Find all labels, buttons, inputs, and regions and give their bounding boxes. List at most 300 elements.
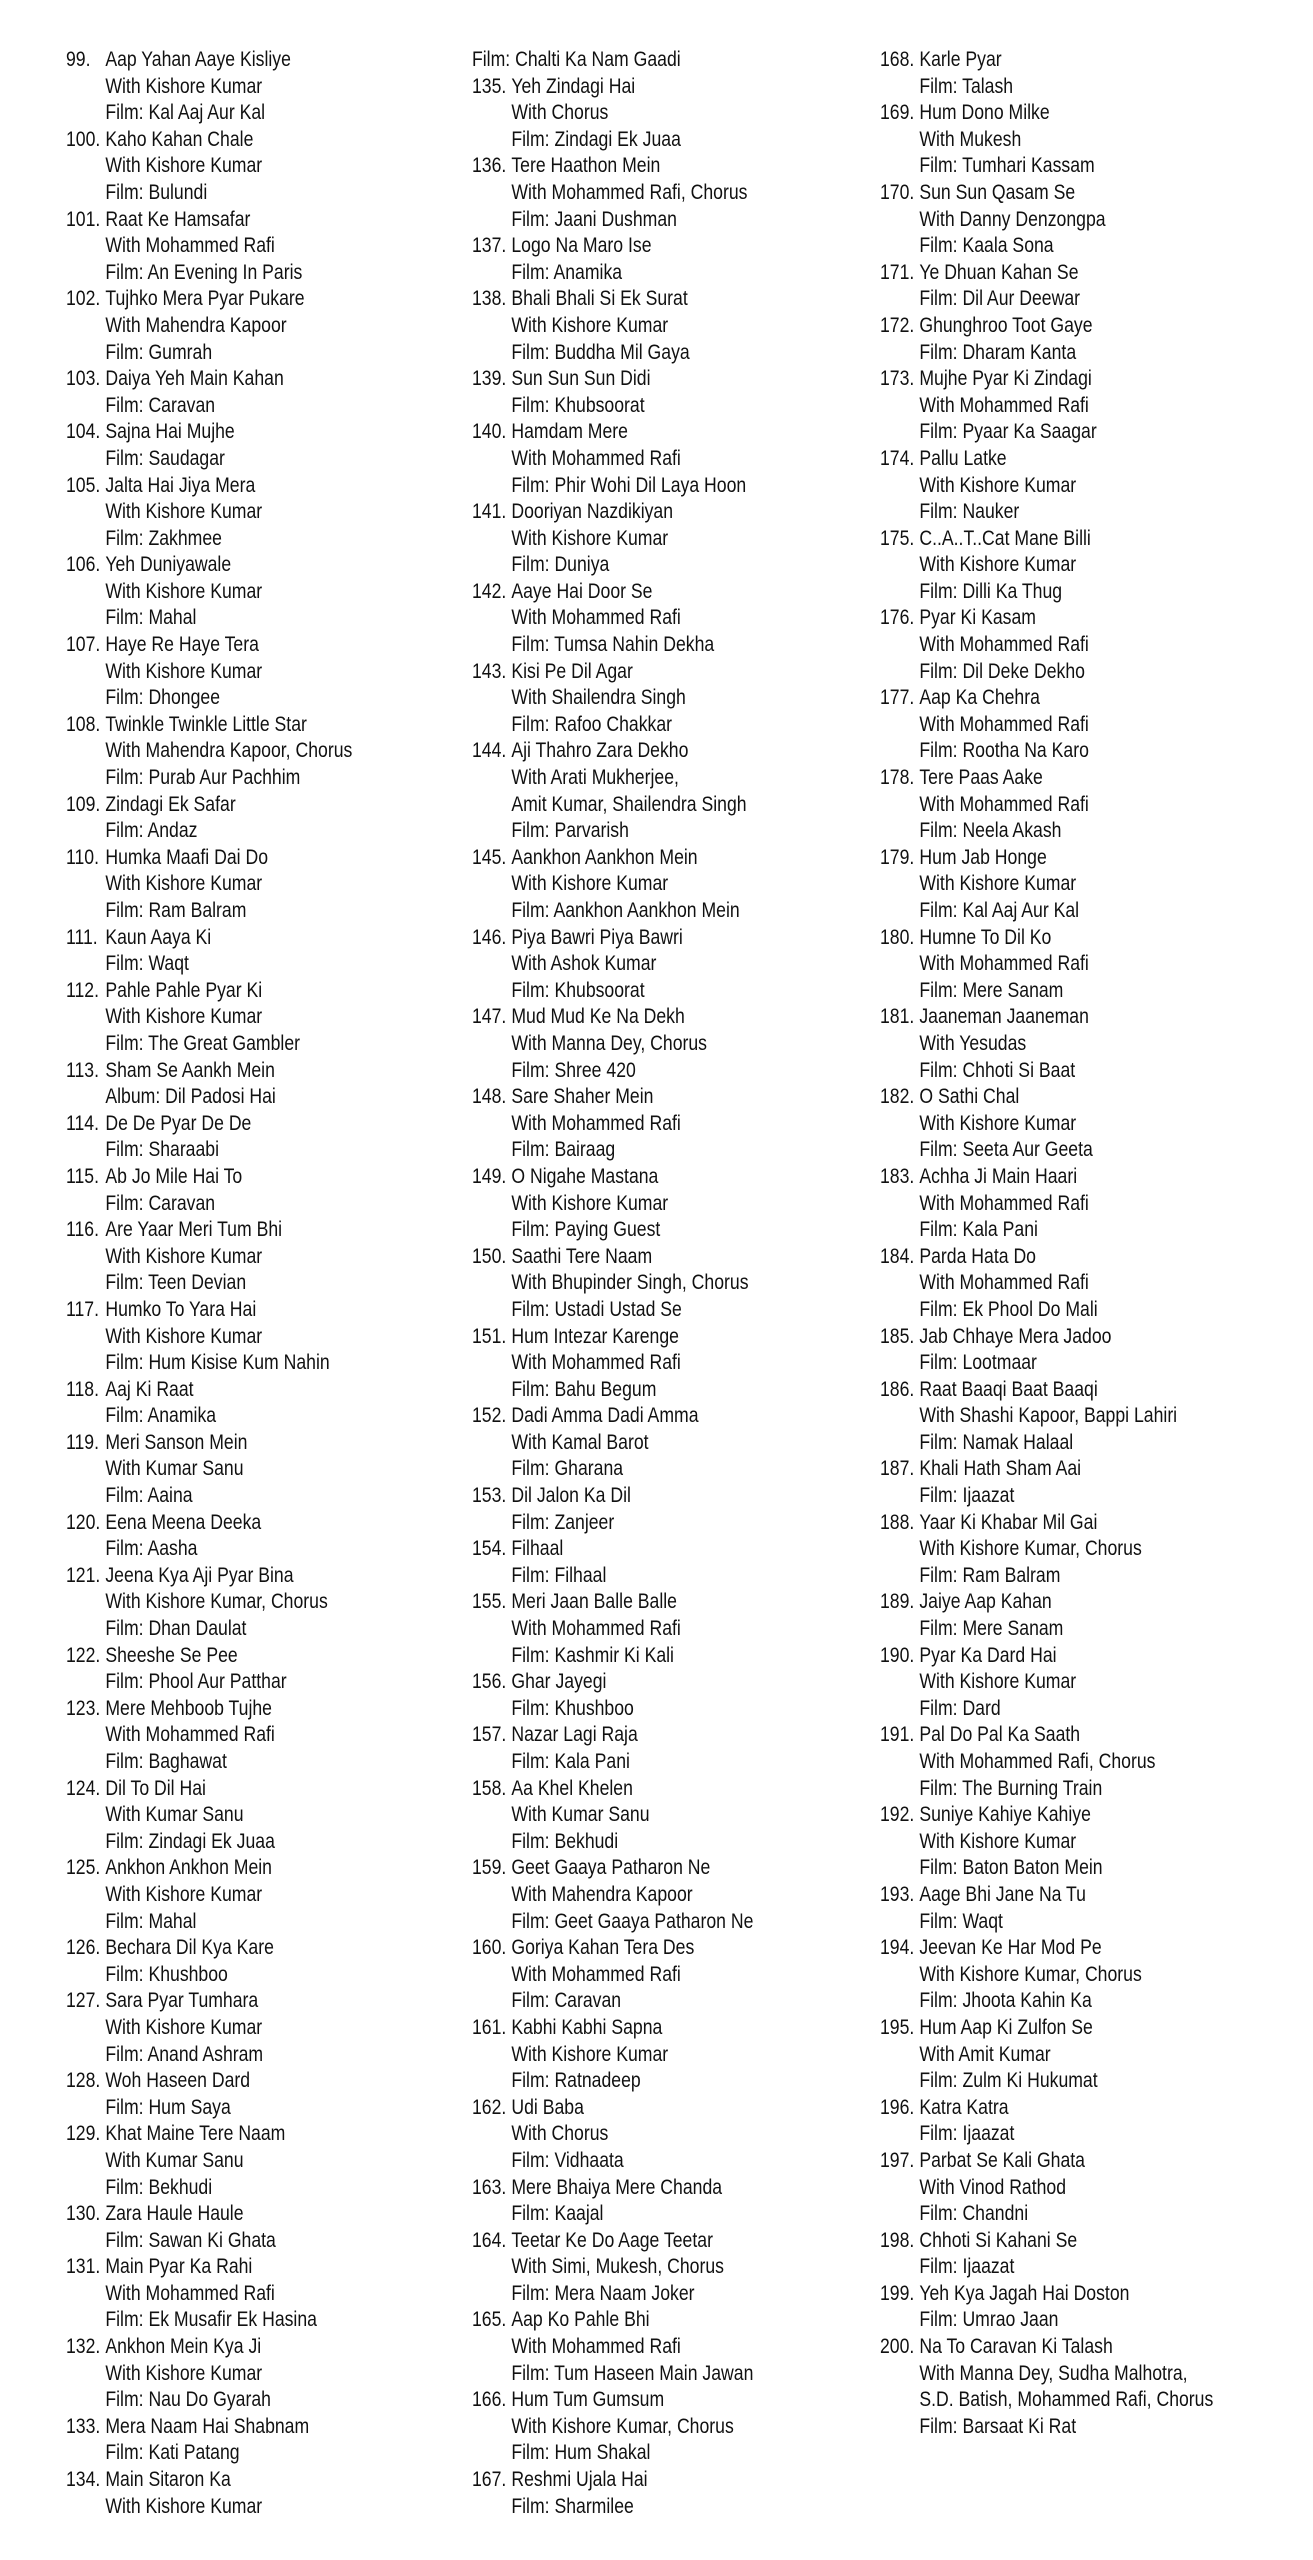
song-number: 128. xyxy=(66,2068,101,2093)
credit-line: S.D. Batish, Mohammed Rafi, Chorus xyxy=(919,2387,1214,2412)
song-entry xyxy=(472,152,753,232)
song-entry xyxy=(66,1429,352,1509)
song-title: Hum Dono Milke xyxy=(919,100,1050,125)
film-name: Film: Anamika xyxy=(105,1403,217,1428)
song-number: 129. xyxy=(66,2121,101,2146)
song-title: Dadi Amma Dadi Amma xyxy=(511,1403,699,1428)
song-number: 179. xyxy=(880,844,915,869)
song-number: 99. xyxy=(66,47,91,71)
film-name: Film: Andaz xyxy=(105,818,198,843)
song-title: Yaar Ki Khabar Mil Gai xyxy=(919,1509,1098,1534)
song-title: Ankhon Mein Kya Ji xyxy=(105,2334,262,2359)
song-entry xyxy=(880,2333,1213,2439)
song-title: Pyar Ki Kasam xyxy=(919,605,1036,630)
song-number: 115. xyxy=(66,1163,100,1188)
song-number: 165. xyxy=(472,2307,507,2332)
song-number: 192. xyxy=(880,1802,915,1827)
song-title: Sham Se Aankh Mein xyxy=(105,1057,275,1082)
film-name: Film: Dhongee xyxy=(105,685,221,710)
song-title: Aa Khel Khelen xyxy=(511,1775,633,1800)
co-singers: With Kishore Kumar xyxy=(511,2041,669,2066)
song-title: Humne To Dil Ko xyxy=(919,924,1052,949)
song-title: Tere Haathon Mein xyxy=(511,153,661,178)
song-title: Dil To Dil Hai xyxy=(105,1775,206,1800)
song-number: 174. xyxy=(880,445,915,470)
co-singers: With Danny Denzongpa xyxy=(919,206,1106,231)
film-name: Film: Talash xyxy=(919,73,1014,98)
song-entry xyxy=(880,2094,1213,2147)
song-number: 144. xyxy=(472,738,507,763)
film-name: Film: Umrao Jaan xyxy=(919,2307,1059,2332)
song-number: 181. xyxy=(880,1004,915,1029)
song-title: Tere Paas Aake xyxy=(919,765,1043,790)
song-entry xyxy=(472,658,753,738)
song-entry xyxy=(66,791,352,844)
song-title: Raat Baaqi Baat Baaqi xyxy=(919,1376,1098,1401)
song-title: Mere Mehboob Tujhe xyxy=(105,1695,272,1720)
co-singers: With Kishore Kumar xyxy=(105,73,263,98)
film-name: Film: Mere Sanam xyxy=(919,1616,1064,1641)
film-name: Film: Seeta Aur Geeta xyxy=(919,1137,1093,1162)
song-number: 135. xyxy=(472,73,507,98)
co-singers: With Mohammed Rafi xyxy=(919,711,1089,736)
song-title: Sajna Hai Mujhe xyxy=(105,419,235,444)
film-name: Film: Rootha Na Karo xyxy=(919,738,1089,763)
co-singers: With Amit Kumar xyxy=(919,2041,1051,2066)
song-number: 171. xyxy=(880,259,915,284)
song-title: Piya Bawri Piya Bawri xyxy=(511,924,683,949)
film-name: Film: Ram Balram xyxy=(105,898,247,922)
column-1 xyxy=(66,46,352,2519)
song-title: Meri Jaan Balle Balle xyxy=(511,1589,677,1614)
song-number: 140. xyxy=(472,419,507,444)
co-singers: With Mohammed Rafi xyxy=(919,1270,1089,1295)
song-number: 178. xyxy=(880,765,915,790)
film-name: Film: Purab Aur Pachhim xyxy=(105,765,301,790)
co-singers: With Chorus xyxy=(511,100,609,125)
song-number: 103. xyxy=(66,366,101,391)
song-number: 122. xyxy=(66,1642,101,1667)
song-number: 186. xyxy=(880,1376,915,1401)
song-entry xyxy=(880,1323,1213,1376)
song-entry xyxy=(880,1801,1213,1881)
co-singers: With Kishore Kumar xyxy=(105,2360,263,2385)
co-singers: With Kishore Kumar, Chorus xyxy=(105,1589,328,1614)
song-title: Jeevan Ke Har Mod Pe xyxy=(919,1935,1102,1960)
song-title: Aap Ka Chehra xyxy=(919,685,1040,710)
song-entry xyxy=(66,2466,352,2519)
song-entry xyxy=(880,445,1213,525)
song-entry xyxy=(880,1934,1213,2014)
song-entry xyxy=(472,1934,753,2014)
song-entry xyxy=(880,1881,1213,1934)
film-name: Film: Chandni xyxy=(919,2201,1029,2226)
film-name: Film: Kala Pani xyxy=(511,1749,630,1773)
film-name: Film: Kaala Sona xyxy=(919,233,1054,258)
film-name: Film: Khubsoorat xyxy=(511,977,645,1002)
song-number: 156. xyxy=(472,1669,507,1694)
song-number: 138. xyxy=(472,286,507,311)
song-number: 190. xyxy=(880,1642,915,1667)
song-entry xyxy=(66,1695,352,1775)
song-entry xyxy=(66,472,352,552)
song-entry xyxy=(880,1083,1213,1163)
film-name: Film: Zindagi Ek Juaa xyxy=(105,1828,275,1853)
film-name: Film: Sharmilee xyxy=(511,2493,634,2518)
song-entry xyxy=(880,1455,1213,1508)
song-number: 159. xyxy=(472,1855,507,1880)
song-number: 150. xyxy=(472,1243,507,1268)
film-name: Film: Phool Aur Patthar xyxy=(105,1669,287,1694)
film-name: Film: Kaajal xyxy=(511,2201,604,2226)
song-number: 130. xyxy=(66,2201,101,2226)
song-entry xyxy=(66,285,352,365)
co-singers: With Kishore Kumar xyxy=(105,1243,263,1268)
song-entry xyxy=(880,1721,1213,1801)
song-entry xyxy=(880,844,1213,924)
film-name: Film: Dil Deke Dekho xyxy=(919,658,1085,683)
co-singers: With Mahendra Kapoor xyxy=(105,312,287,337)
film-name: Film: Ustadi Ustad Se xyxy=(511,1296,682,1321)
song-title: Nazar Lagi Raja xyxy=(511,1722,638,1747)
song-entry xyxy=(66,2120,352,2200)
co-singers: With Mohammed Rafi xyxy=(105,233,275,258)
song-entry xyxy=(880,259,1213,312)
song-entry xyxy=(880,764,1213,844)
co-singers: With Mohammed Rafi xyxy=(511,1110,681,1135)
co-singers: With Ashok Kumar xyxy=(511,951,657,976)
song-number: 153. xyxy=(472,1483,507,1508)
song-number: 198. xyxy=(880,2227,915,2252)
co-singers: With Kishore Kumar xyxy=(105,499,263,524)
song-number: 176. xyxy=(880,605,915,630)
song-entry xyxy=(66,1854,352,1934)
song-entry xyxy=(472,1588,753,1668)
song-entry xyxy=(880,1642,1213,1722)
film-name: Film: Hum Kisise Kum Nahin xyxy=(105,1350,330,1375)
song-number: 142. xyxy=(472,578,507,603)
song-title: Pallu Latke xyxy=(919,445,1007,470)
song-number: 180. xyxy=(880,924,915,949)
song-number: 169. xyxy=(880,100,915,125)
song-number: 163. xyxy=(472,2174,507,2199)
co-singers: With Mohammed Rafi xyxy=(511,1350,681,1375)
film-name: Film: Bekhudi xyxy=(105,2174,213,2199)
film-name: Film: An Evening In Paris xyxy=(105,259,303,284)
song-title: Mujhe Pyar Ki Zindagi xyxy=(919,366,1092,391)
co-singers: With Kishore Kumar xyxy=(919,1828,1077,1853)
song-title: Sheeshe Se Pee xyxy=(105,1642,238,1667)
song-number: 189. xyxy=(880,1589,915,1614)
co-singers: With Manna Dey, Sudha Malhotra, xyxy=(919,2360,1188,2385)
song-entry xyxy=(66,1562,352,1642)
song-title: Na To Caravan Ki Talash xyxy=(919,2334,1113,2359)
song-number: 117. xyxy=(66,1296,100,1321)
co-singers: With Kishore Kumar, Chorus xyxy=(511,2413,734,2438)
song-title: Chhoti Si Kahani Se xyxy=(919,2227,1078,2252)
song-entry xyxy=(880,2014,1213,2094)
song-title: Ab Jo Mile Hai To xyxy=(105,1163,243,1188)
song-title: Aap Ko Pahle Bhi xyxy=(511,2307,650,2332)
film-name: Film: Ijaazat xyxy=(919,1483,1015,1508)
film-name: Film: Mahal xyxy=(105,1908,197,1933)
song-entry xyxy=(66,2253,352,2333)
song-entry xyxy=(472,285,753,365)
song-number: 173. xyxy=(880,366,915,391)
film-name: Film: Gumrah xyxy=(105,339,213,364)
song-number: 148. xyxy=(472,1084,507,1109)
song-title: C..A..T..Cat Mane Billi xyxy=(919,525,1091,550)
continued-line: Film: Chalti Ka Nam Gaadi xyxy=(472,47,681,71)
song-title: Haye Re Haye Tera xyxy=(105,632,259,657)
song-title: Achha Ji Main Haari xyxy=(919,1163,1078,1188)
film-name: Film: Baton Baton Mein xyxy=(919,1855,1103,1880)
song-number: 170. xyxy=(880,179,915,204)
song-entry xyxy=(880,1376,1213,1456)
song-title: Hamdam Mere xyxy=(511,419,628,444)
song-number: 101. xyxy=(66,206,101,231)
song-title: Saathi Tere Naam xyxy=(511,1243,653,1268)
song-entry xyxy=(66,711,352,791)
song-title: Logo Na Maro Ise xyxy=(511,233,652,258)
song-number: 167. xyxy=(472,2467,507,2492)
film-name: Film: Nau Do Gyarah xyxy=(105,2387,271,2412)
column-3 xyxy=(880,46,1213,2439)
song-number: 162. xyxy=(472,2094,507,2119)
song-title: Parda Hata Do xyxy=(919,1243,1036,1268)
song-number: 151. xyxy=(472,1323,507,1348)
song-title: Geet Gaaya Patharon Ne xyxy=(511,1855,711,1880)
song-title: Goriya Kahan Tera Des xyxy=(511,1935,695,1960)
film-name: Film: Namak Halaal xyxy=(919,1429,1074,1454)
song-number: 118. xyxy=(66,1376,100,1401)
song-number: 154. xyxy=(472,1536,507,1561)
song-entry xyxy=(66,631,352,711)
film-name: Film: Filhaal xyxy=(511,1562,607,1587)
song-title: Hum Intezar Karenge xyxy=(511,1323,679,1348)
song-number: 107. xyxy=(66,632,101,657)
film-name: Film: Pyaar Ka Saagar xyxy=(919,419,1097,444)
film-name: Film: Geet Gaaya Patharon Ne xyxy=(511,1908,754,1933)
co-singers: With Mohammed Rafi xyxy=(919,392,1089,417)
song-title: Jab Chhaye Mera Jadoo xyxy=(919,1323,1112,1348)
song-number: 120. xyxy=(66,1509,101,1534)
co-singers: With Kishore Kumar xyxy=(919,552,1077,577)
song-number: 141. xyxy=(472,499,507,524)
song-entry xyxy=(66,206,352,286)
film-name: Film: Waqt xyxy=(919,1908,1003,1933)
co-singers: With Mohammed Rafi xyxy=(511,1616,681,1641)
song-entry xyxy=(472,498,753,578)
film-name: Film: Gharana xyxy=(511,1456,624,1481)
co-singers: With Manna Dey, Chorus xyxy=(511,1030,708,1055)
co-singers: With Kumar Sanu xyxy=(105,2147,244,2172)
co-singers: With Kishore Kumar xyxy=(105,1323,263,1348)
film-name: Film: Saudagar xyxy=(105,445,225,470)
song-title: Katra Katra xyxy=(919,2094,1009,2119)
song-number: 126. xyxy=(66,1935,101,1960)
song-number: 195. xyxy=(880,2014,915,2039)
song-entry xyxy=(472,2386,753,2466)
co-singers: With Mohammed Rafi xyxy=(919,791,1089,816)
film-name: Film: Ek Phool Do Mali xyxy=(919,1296,1098,1321)
song-number: 119. xyxy=(66,1429,100,1454)
film-name: Album: Dil Padosi Hai xyxy=(105,1084,276,1109)
co-singers: With Mohammed Rafi xyxy=(105,1722,275,1747)
co-singers: With Arati Mukherjee, xyxy=(511,765,679,790)
song-number: 112. xyxy=(66,977,100,1002)
film-name: Film: Buddha Mil Gaya xyxy=(511,339,690,364)
song-title: Bechara Dil Kya Kare xyxy=(105,1935,274,1960)
song-title: Kaho Kahan Chale xyxy=(105,126,254,151)
film-name: Film: The Great Gambler xyxy=(105,1030,301,1055)
song-entry xyxy=(472,418,753,498)
song-title: Meri Sanson Mein xyxy=(105,1429,248,1454)
co-singers: With Kishore Kumar xyxy=(105,578,263,603)
song-entry xyxy=(472,1163,753,1243)
song-entry xyxy=(66,2200,352,2253)
film-name: Film: Tumsa Nahin Dekha xyxy=(511,632,715,657)
song-number: 200. xyxy=(880,2334,915,2359)
song-number: 102. xyxy=(66,286,101,311)
song-title: Ghar Jayegi xyxy=(511,1669,607,1694)
co-singers: With Chorus xyxy=(511,2121,609,2146)
song-entry xyxy=(880,179,1213,259)
song-title: Dil Jalon Ka Dil xyxy=(511,1483,631,1508)
song-entry xyxy=(66,46,352,126)
song-number: 114. xyxy=(66,1110,100,1135)
column-2 xyxy=(472,46,753,2519)
song-entry xyxy=(880,1163,1213,1243)
film-name: Film: Anamika xyxy=(511,259,623,284)
song-entry xyxy=(66,1987,352,2067)
song-entry xyxy=(472,844,753,924)
song-entry xyxy=(472,1083,753,1163)
co-singers: With Kishore Kumar xyxy=(105,658,263,683)
song-entry xyxy=(472,2014,753,2094)
film-name: Film: Ek Musafir Ek Hasina xyxy=(105,2307,317,2332)
song-entry xyxy=(472,2227,753,2307)
song-title: Hum Tum Gumsum xyxy=(511,2387,665,2412)
song-entry xyxy=(472,365,753,418)
song-entry xyxy=(880,1509,1213,1589)
film-name: Film: Caravan xyxy=(511,1988,622,2013)
song-title: Jeena Kya Aji Pyar Bina xyxy=(105,1562,294,1587)
song-title: Pyar Ka Dard Hai xyxy=(919,1642,1057,1667)
film-name: Film: Kala Pani xyxy=(919,1217,1038,1242)
song-entry xyxy=(880,365,1213,445)
co-singers: With Mukesh xyxy=(919,126,1022,151)
song-entry xyxy=(472,1721,753,1774)
film-name: Film: Dil Aur Deewar xyxy=(919,286,1081,311)
song-number: 172. xyxy=(880,312,915,337)
song-title: Twinkle Twinkle Little Star xyxy=(105,711,307,736)
song-number: 133. xyxy=(66,2413,101,2438)
song-title: Pal Do Pal Ka Saath xyxy=(919,1722,1081,1747)
song-number: 188. xyxy=(880,1509,915,1534)
film-name: Film: Ratnadeep xyxy=(511,2068,641,2093)
song-number: 184. xyxy=(880,1243,915,1268)
co-singers: With Kishore Kumar xyxy=(105,2493,263,2518)
co-singers: With Kishore Kumar xyxy=(511,312,669,337)
film-name: Film: Khushboo xyxy=(511,1695,634,1720)
co-singers: With Kumar Sanu xyxy=(105,1456,244,1481)
song-number: 166. xyxy=(472,2387,507,2412)
song-number: 183. xyxy=(880,1163,915,1188)
film-name: Film: Ram Balram xyxy=(919,1562,1061,1587)
song-number: 149. xyxy=(472,1163,507,1188)
film-name: Film: Khubsoorat xyxy=(511,392,645,417)
song-number: 139. xyxy=(472,366,507,391)
song-entry xyxy=(66,1057,352,1110)
film-name: Film: Teen Devian xyxy=(105,1270,247,1295)
song-title: Mud Mud Ke Na Dekh xyxy=(511,1004,685,1029)
song-title: Yeh Kya Jagah Hai Doston xyxy=(919,2280,1130,2305)
song-entry xyxy=(66,1296,352,1376)
song-number: 177. xyxy=(880,685,915,710)
song-title: Parbat Se Kali Ghata xyxy=(919,2147,1085,2172)
film-name: Film: Sawan Ki Ghata xyxy=(105,2227,276,2252)
co-singers: With Mahendra Kapoor xyxy=(511,1881,693,1906)
song-number: 127. xyxy=(66,1988,101,2013)
film-name: Film: Lootmaar xyxy=(919,1350,1037,1375)
song-title: Karle Pyar xyxy=(919,47,1002,71)
co-singers: With Kishore Kumar xyxy=(105,1004,263,1029)
song-entry xyxy=(472,1668,753,1721)
co-singers: With Kishore Kumar xyxy=(511,871,669,896)
song-title: De De Pyar De De xyxy=(105,1110,252,1135)
co-singers: With Mohammed Rafi xyxy=(919,632,1089,657)
song-title: Main Sitaron Ka xyxy=(105,2467,231,2492)
co-singers: With Kishore Kumar xyxy=(919,1110,1077,1135)
song-number: 108. xyxy=(66,711,101,736)
co-singers: With Mohammed Rafi, Chorus xyxy=(511,179,748,204)
film-name: Film: Dilli Ka Thug xyxy=(919,578,1063,603)
credit-line: Amit Kumar, Shailendra Singh xyxy=(511,791,747,816)
song-entry xyxy=(472,2306,753,2386)
song-entry xyxy=(66,2067,352,2120)
song-number: 194. xyxy=(880,1935,915,1960)
song-title: Yeh Duniyawale xyxy=(105,552,232,577)
song-title: Sun Sun Sun Didi xyxy=(511,366,651,391)
song-number: 123. xyxy=(66,1695,101,1720)
song-number: 196. xyxy=(880,2094,915,2119)
song-number: 152. xyxy=(472,1403,507,1428)
song-title: Sare Shaher Mein xyxy=(511,1084,654,1109)
song-entry xyxy=(66,1376,352,1429)
song-entry xyxy=(472,2174,753,2227)
song-entry xyxy=(66,365,352,418)
song-title: Reshmi Ujala Hai xyxy=(511,2467,648,2492)
song-number: 147. xyxy=(472,1004,507,1029)
film-name: Film: Dard xyxy=(919,1695,1001,1720)
song-number: 143. xyxy=(472,658,507,683)
film-name: Film: Barsaat Ki Rat xyxy=(919,2413,1077,2438)
song-title: Ankhon Ankhon Mein xyxy=(105,1855,272,1880)
song-title: Humko To Yara Hai xyxy=(105,1296,257,1321)
co-singers: With Kishore Kumar xyxy=(511,1190,669,1215)
song-entry xyxy=(66,1509,352,1562)
song-entry xyxy=(66,2333,352,2413)
song-title: Pahle Pahle Pyar Ki xyxy=(105,977,263,1002)
song-entry xyxy=(880,525,1213,605)
song-title: Mera Naam Hai Shabnam xyxy=(105,2413,310,2438)
film-name: Film: Caravan xyxy=(105,392,216,417)
film-name: Film: Kal Aaj Aur Kal xyxy=(919,898,1080,922)
song-entry xyxy=(880,684,1213,764)
song-title: Khali Hath Sham Aai xyxy=(919,1456,1082,1481)
film-name: Film: Kati Patang xyxy=(105,2440,240,2465)
